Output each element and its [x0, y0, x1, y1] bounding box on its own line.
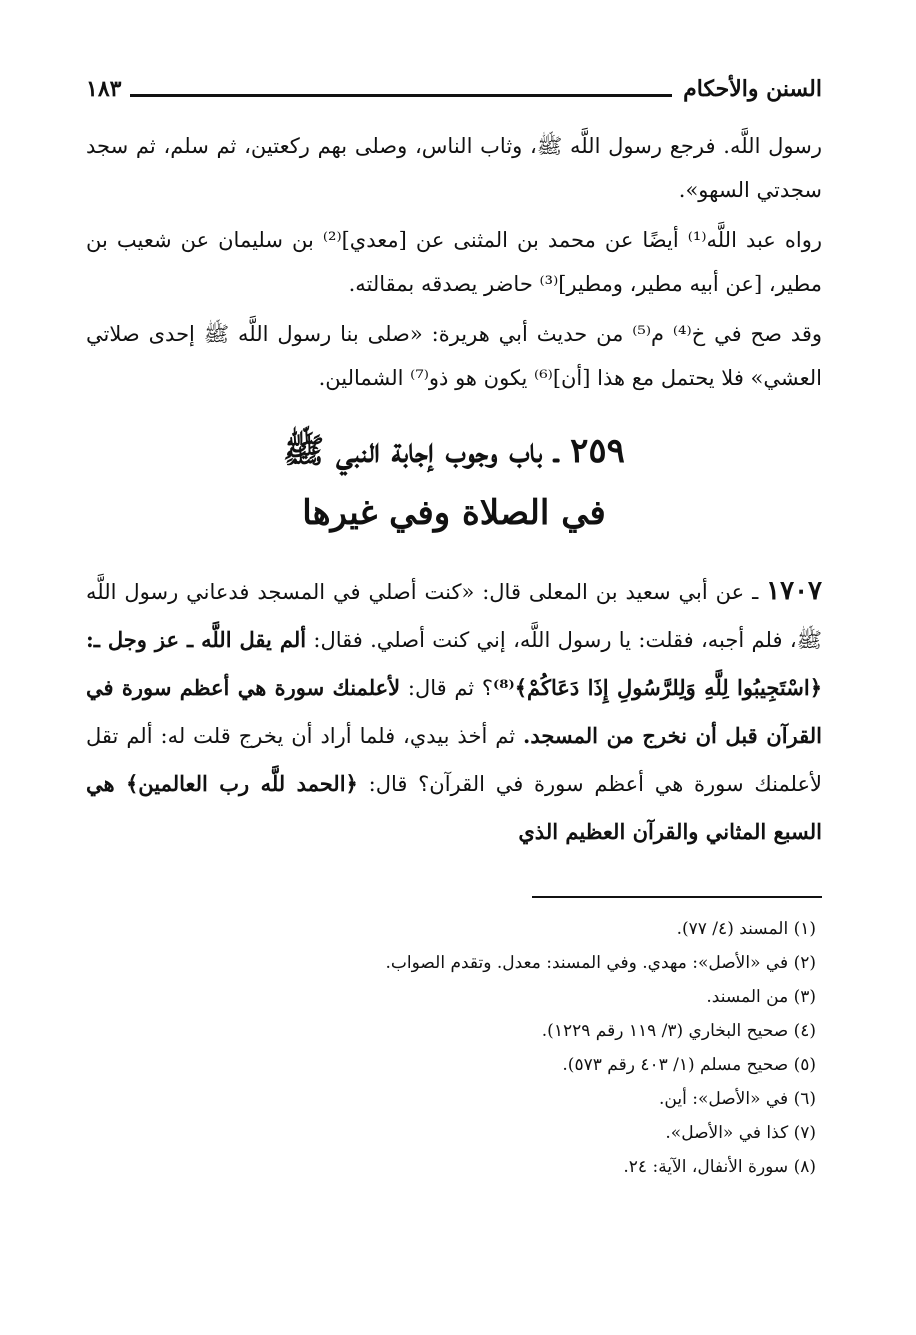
paragraph-2: رواه عبد اللَّه⁽¹⁾ أيضًا عن محمد بن المثنى عن [معدي]⁽²⁾ بن سليمان عن شعيب بن مطير، [عن أبيه مطير، ومطير]⁽³⁾ حاضر يصدقه بمقالته. [86, 228, 822, 296]
page-number: ١٨٣ [86, 76, 122, 102]
header-rule [130, 94, 672, 97]
hadith-number: ١٧٠٧ [766, 576, 822, 606]
hadith-bold-3: ﴿الحمد للَّه رب العالمين﴾ هي السبع المثاني والقرآن العظيم الذي [86, 771, 822, 844]
book-page [86, 70, 822, 1300]
running-header [86, 70, 822, 110]
hadith-part-1: ـ عن أبي سعيد بن المعلى قال: «كنت أصلي في المسجد فدعاني رسول اللَّه ﷺ، فلم أجبه، فقلت: يا رسول اللَّه، إني كنت أصلي. فقال: [86, 580, 822, 652]
book-title: السنن والأحكام [683, 76, 822, 102]
chapter-heading [86, 420, 822, 544]
footnote-1: (١) المسند (٤/ ٧٧). [676, 919, 816, 939]
footnote-7: (٧) كذا في «الأصل». [665, 1123, 816, 1143]
footnote-separator [532, 896, 822, 898]
paragraph-1: رسول اللَّه. فرجع رسول اللَّه ﷺ، وثاب الناس، وصلى بهم ركعتين، ثم سلم، ثم سجد سجدتي السهو». [86, 134, 822, 202]
footnote-5: (٥) صحيح مسلم (١/ ٤٠٣ رقم ٥٧٣). [562, 1055, 816, 1075]
body-text [86, 124, 822, 400]
footnote-2: (٢) في «الأصل»: مهدي. وفي المسند: معدل. وتقدم الصواب. [385, 953, 816, 973]
footnote-6: (٦) في «الأصل»: أين. [659, 1089, 816, 1109]
chapter-heading-line-1: ٢٥٩ ـ باب وجوب إجابة النبي ﷺ [283, 431, 625, 471]
footnote-3: (٣) من المسند. [706, 987, 816, 1007]
hadith-bold-1: ألم يقل اللَّه ـ عز وجل ـ: ﴿اسْتَجِيبُوا لِلَّهِ وَلِلرَّسُولِ إِذَا دَعَاكُمْ﴾⁽⁸⁾ [86, 627, 823, 700]
footnote-8: (٨) سورة الأنفال، الآية: ٢٤. [623, 1157, 816, 1177]
hadith-text [86, 568, 822, 856]
hadith-part-2: ؟ ثم قال: [400, 676, 493, 700]
hadith-bold-2: لأعلمنك سورة هي أعظم سورة في القرآن قبل أن نخرج من المسجد. [86, 675, 822, 748]
paragraph-3: وقد صح في خ⁽⁴⁾ م⁽⁵⁾ من حديث أبي هريرة: «صلى بنا رسول اللَّه ﷺ إحدى صلاتي العشي» فلا يحتمل مع هذا [أن]⁽⁶⁾ يكون هو ذو⁽⁷⁾ الشمالين. [86, 322, 822, 390]
footnotes-list [86, 912, 822, 1184]
footnote-4: (٤) صحيح البخاري (٣/ ١١٩ رقم ١٢٢٩). [541, 1021, 816, 1041]
hadith-part-3: ثم أخذ بيدي، فلما أراد أن يخرج قلت له: ألم تقل لأعلمنك سورة هي أعظم سورة في القرآن؟ قال: [86, 724, 823, 796]
chapter-heading-line-2: في الصلاة وفي غيرها [302, 493, 606, 533]
